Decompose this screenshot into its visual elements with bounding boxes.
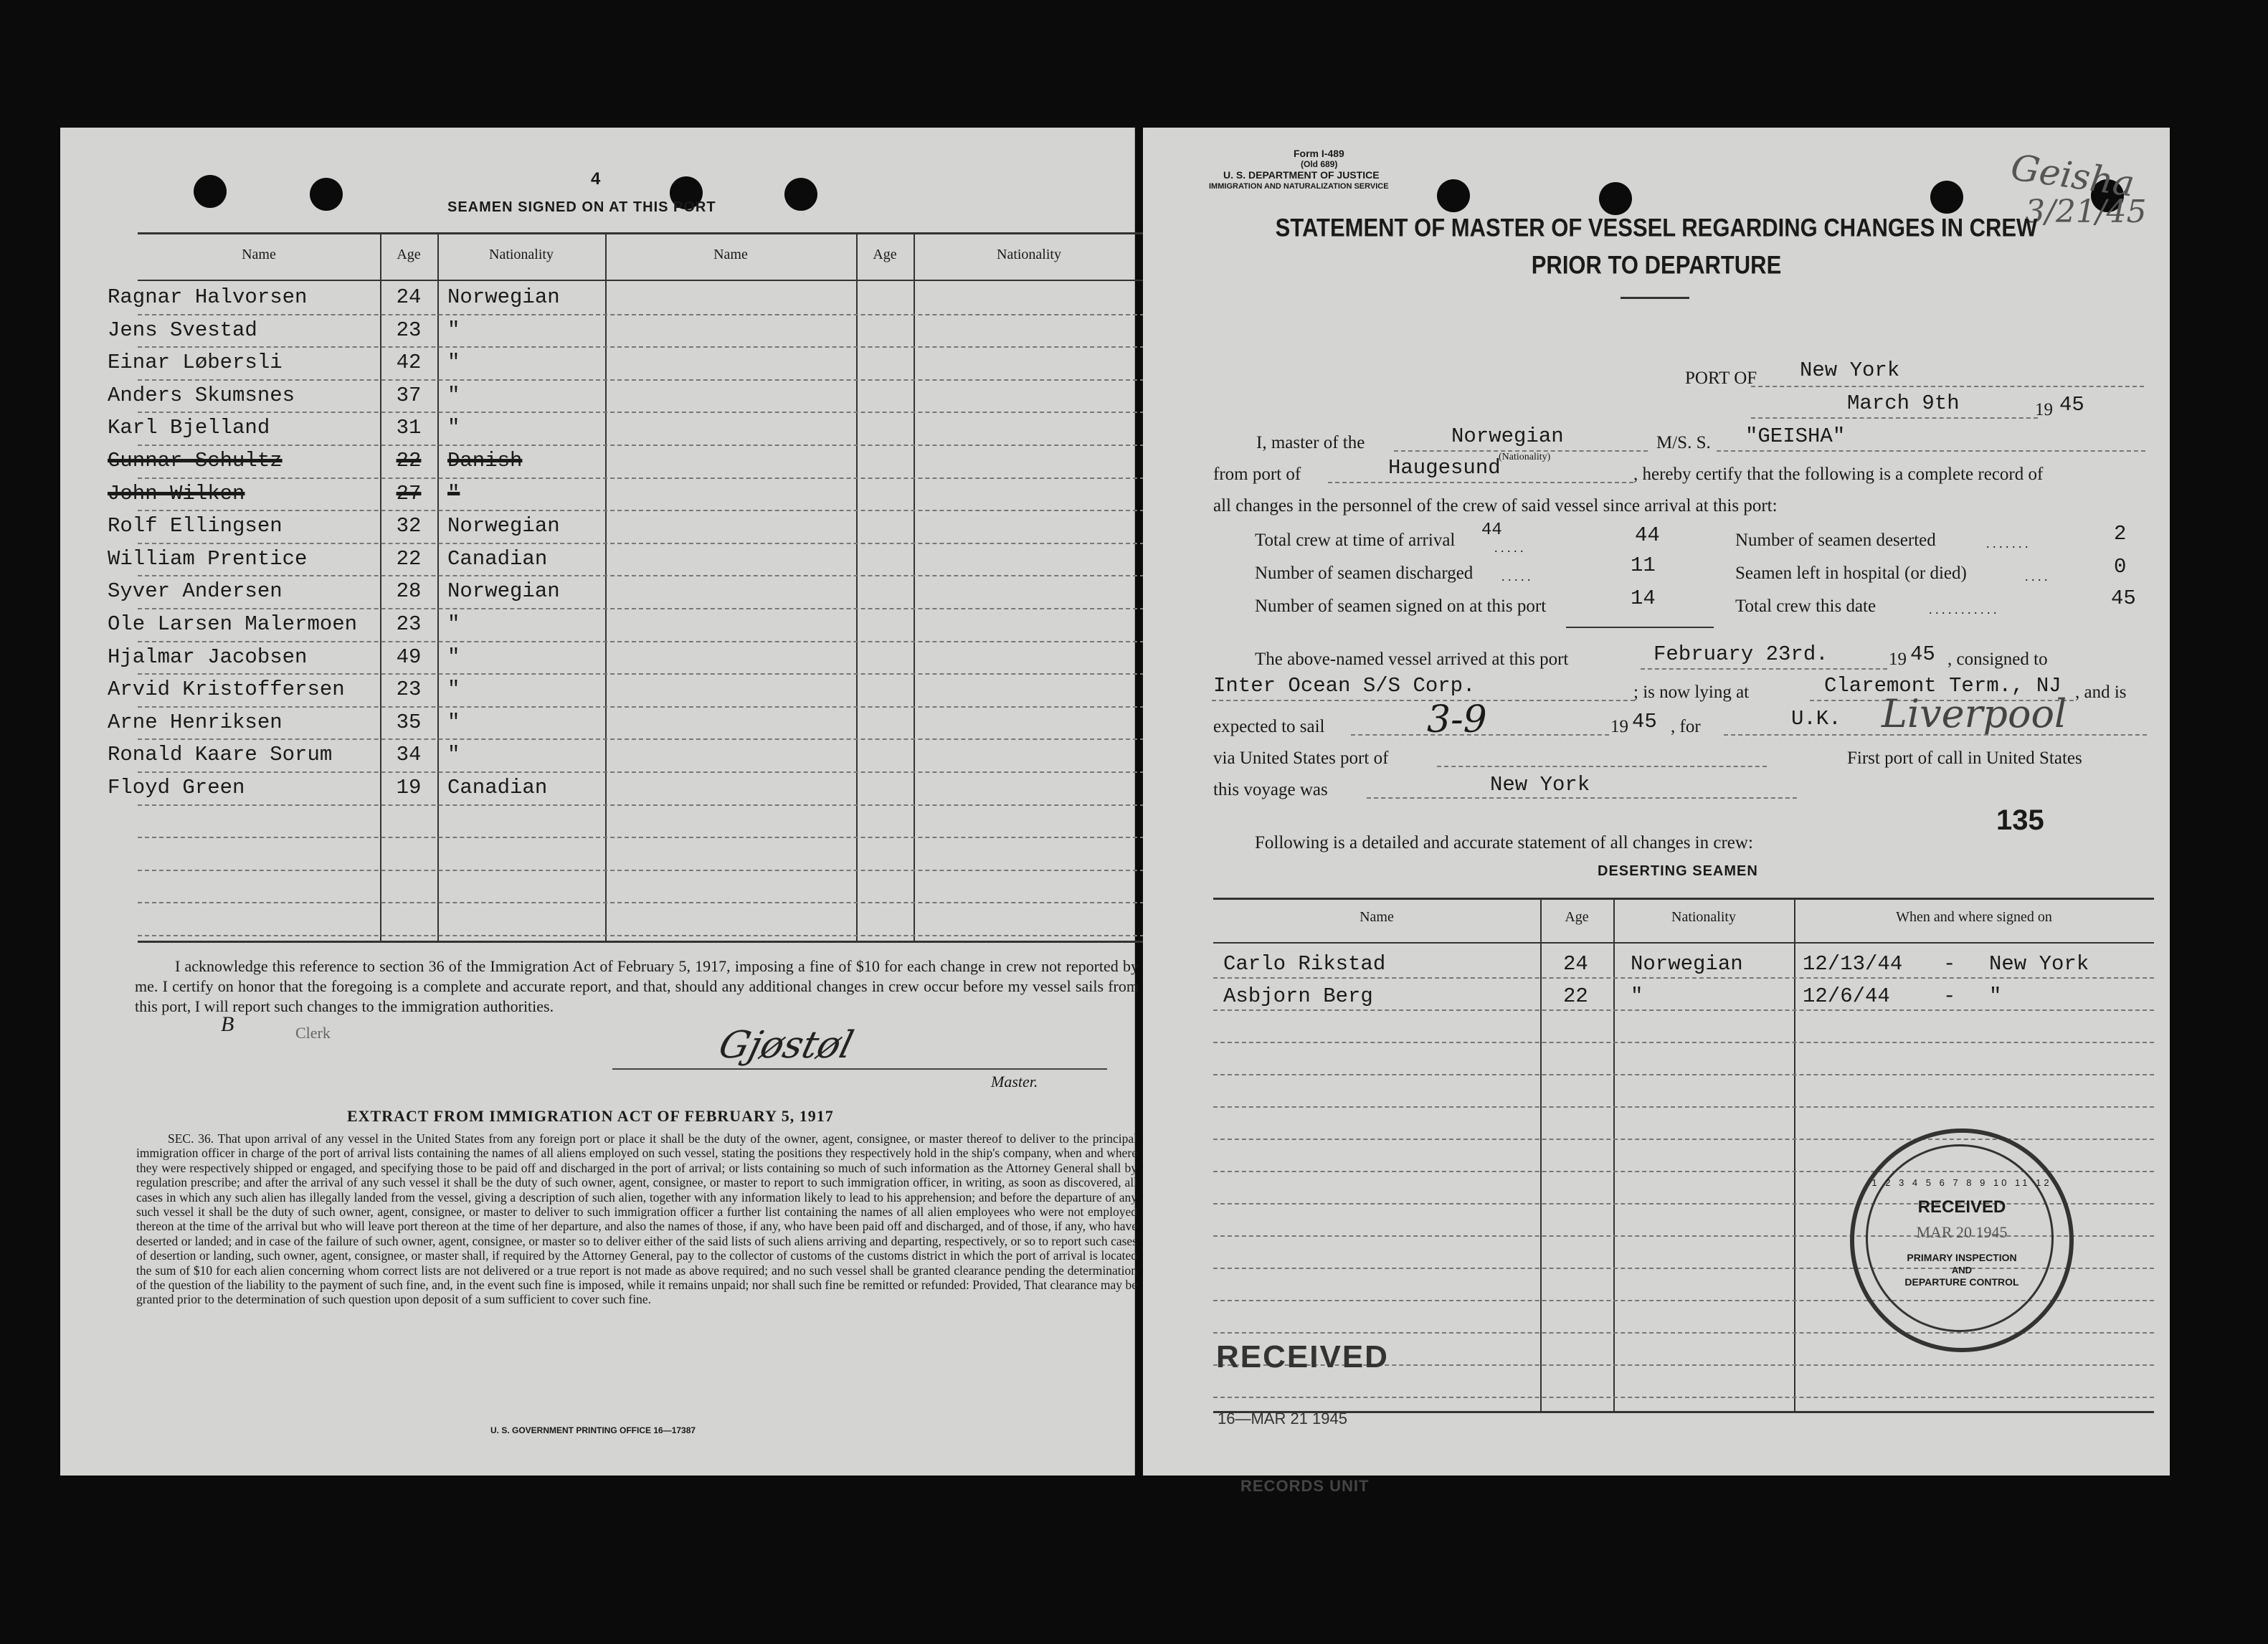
seaman-age: 28 — [396, 579, 422, 604]
form-title: STATEMENT OF MASTER OF VESSEL REGARDING CHANGES IN CREW — [1275, 213, 2038, 242]
expected-value: 3-9 — [1427, 698, 1487, 741]
col-header-age: Age — [397, 247, 421, 262]
table-row — [60, 575, 1134, 608]
total-arrival-value: 44 — [1635, 523, 1660, 547]
port-label: PORT OF — [1685, 369, 1757, 388]
deserter-age: 24 — [1563, 952, 1588, 976]
seaman-nationality: Canadian — [447, 546, 548, 571]
left-page — [60, 128, 1139, 1476]
clerk-initial: B — [221, 1012, 234, 1036]
seaman-name: Rolf Ellingsen — [108, 514, 283, 538]
seaman-age: 35 — [396, 710, 422, 734]
port-value: New York — [1800, 358, 1900, 382]
des-col-signed: When and where signed on — [1896, 909, 2052, 925]
handwritten-date-note: 3/21/45 — [2025, 194, 2147, 230]
seaman-nationality: " — [447, 645, 460, 669]
and-is-label: , and is — [2075, 683, 2127, 702]
total-date-label: Total crew this date — [1735, 597, 1876, 616]
master-of-label: I, master of the — [1256, 433, 1365, 452]
seaman-nationality: " — [447, 710, 460, 734]
deserting-title: DESERTING SEAMEN — [1598, 863, 1758, 879]
seaman-name: Floyd Green — [108, 776, 245, 799]
department-label: U. S. DEPARTMENT OF JUSTICE — [1223, 169, 1380, 181]
voyage-label: this voyage was — [1213, 780, 1328, 799]
seaman-nationality: " — [447, 383, 460, 407]
punch-hole — [310, 178, 343, 211]
discharged-value: 11 — [1631, 553, 1656, 577]
hospital-label: Seamen left in hospital (or died) — [1735, 564, 1967, 583]
seaman-nationality: Norwegian — [447, 285, 560, 309]
table-row — [60, 379, 1134, 412]
records-unit-stamp: RECORDS UNIT — [1240, 1477, 1370, 1495]
extract-title: EXTRACT FROM IMMIGRATION ACT OF FEBRUARY 5, 1917 — [347, 1107, 834, 1125]
deserted-label: Number of seamen deserted — [1735, 531, 1936, 550]
punch-hole — [1930, 181, 1963, 214]
arrived-value: February 23rd. — [1653, 642, 1828, 666]
deserter-name: Carlo Rikstad — [1223, 952, 1386, 976]
first-port-label: First port of call in United States — [1847, 749, 2082, 768]
des-col-name: Name — [1360, 909, 1394, 925]
received-stamp-date: 16—MAR 21 1945 — [1218, 1410, 1347, 1427]
seaman-age: 31 — [396, 416, 422, 440]
col-header-age-2: Age — [873, 247, 897, 262]
punch-hole — [1599, 182, 1632, 215]
total-arrival-label: Total crew at time of arrival — [1255, 531, 1456, 550]
seaman-name: Jens Svestad — [108, 318, 257, 342]
from-port-label: from port of — [1213, 465, 1301, 484]
table-row — [60, 445, 1134, 477]
seaman-age: 23 — [396, 612, 422, 636]
lying-label: ; is now lying at — [1633, 683, 1750, 702]
seaman-age: 32 — [396, 514, 422, 538]
form-old-number: (Old 689) — [1301, 159, 1338, 169]
deserter-nationality: " — [1631, 984, 1643, 1008]
changes-text: all changes in the personnel of the crew of said vessel since arrival at this port: — [1213, 496, 1778, 515]
seaman-name: Gunnar Schultz — [108, 449, 283, 472]
table-row — [60, 477, 1134, 510]
lying-at-value: Claremont Term., NJ — [1824, 674, 2061, 698]
seaman-name: Ronald Kaare Sorum — [108, 743, 333, 767]
seaman-age: 34 — [396, 743, 422, 767]
right-page: Form I-489 (Old 689) U. S. DEPARTMENT OF JUSTICE IMMIGRATION AND NATURALIZATION SERVICE Geisha 3/21/45 STATEMENT OF MASTER OF VESSEL REGARDING CHANGES IN CREW PRIOR TO DEPARTURE PORT OF New York March 9th 19 45 I, master of the Norwegian (Nationality) M/S. S. "GEISHA" from port of Haugesund , hereby certify that the following is a complete record of all changes in the personnel of the crew of said vessel since arrival at this port: Total crew at time of arrival 44 . . . . . 44 Number of seamen deserted . . . . . . . 2 Number of seamen discharged . . . . . 11 Seamen left in hospital (or died) . . . . 0 Number of seamen signed on at this port 14 Total crew this date . . . . . . . . . . . 45 The above-named vessel arrived at this port February 23rd. 19 45 , consigned to Inter Ocean S/S Corp. ; is now lying at Claremont Term., NJ , and is expected to sail 3-9 19 45 , for U.K. Liverpool via United States port of First port of call in United States this voyage was New York 135 Following is a detailed and accurate statement of all changes in crew: DESERTING SEAMEN Name Age Nationality When and where signed on Carlo Rikstad 24 Norwegian 12/13/44 - New York Asbjorn Berg 22 " 12/6/44 - " 1 2 3 4 5 6 7 8 9 10 11 12 RECEIVED MAR 20 1945 PRIMARY INSPECTION AND DEPARTURE CONTROL — [1143, 128, 2170, 1476]
seaman-age: 22 — [396, 546, 422, 571]
seaman-age: 22 — [396, 449, 422, 472]
master-signature: Gjøstøl — [714, 1024, 858, 1067]
year-prefix: 19 — [2035, 400, 2053, 419]
table-row — [60, 706, 1134, 739]
deserter-name: Asbjorn Berg — [1223, 984, 1373, 1008]
certify-text: , hereby certify that the following is a complete record of — [1633, 465, 2044, 484]
punch-hole — [1437, 179, 1470, 212]
deserter-signed-place: " — [1989, 984, 2002, 1008]
table-row — [60, 314, 1134, 347]
seamen-signed-title: SEAMEN SIGNED ON AT THIS PORT — [447, 199, 716, 215]
seaman-name: Karl Bjelland — [108, 416, 270, 440]
expected-label: expected to sail — [1213, 717, 1325, 736]
signed-on-value: 14 — [1631, 586, 1656, 610]
voyage-port-value: New York — [1490, 773, 1590, 797]
seaman-nationality: " — [447, 612, 460, 636]
deserter-age: 22 — [1563, 984, 1588, 1008]
deserter-nationality: Norwegian — [1631, 952, 1743, 976]
table-row — [60, 346, 1134, 379]
table-row — [60, 281, 1134, 314]
seaman-age: 49 — [396, 645, 422, 669]
table-row — [60, 673, 1134, 706]
punch-hole — [784, 178, 817, 211]
deserter-signed-date: 12/6/44 — [1803, 984, 1890, 1008]
received-stamp: RECEIVED — [1216, 1339, 1389, 1374]
seaman-age: 27 — [396, 481, 422, 505]
seaman-nationality: " — [447, 678, 460, 702]
seaman-name: Anders Skumsnes — [108, 383, 295, 407]
seaman-age: 24 — [396, 285, 422, 309]
col-header-name: Name — [242, 247, 276, 262]
deserter-signed-place: New York — [1989, 952, 2089, 976]
col-header-nationality-2: Nationality — [997, 247, 1061, 262]
table-row — [60, 738, 1134, 771]
following-text: Following is a detailed and accurate statement of all changes in crew: — [1255, 833, 1753, 852]
table-row — [60, 608, 1134, 641]
seaman-nationality: Canadian — [447, 776, 548, 799]
master-label: Master. — [991, 1073, 1038, 1091]
service-label: IMMIGRATION AND NATURALIZATION SERVICE — [1209, 182, 1389, 191]
nationality-caption: (Nationality) — [1499, 452, 1551, 462]
des-col-nationality: Nationality — [1671, 909, 1736, 925]
col-header-nationality: Nationality — [489, 247, 554, 262]
table-row — [60, 412, 1134, 445]
from-port-value: Haugesund — [1388, 456, 1501, 480]
seaman-nationality: " — [447, 481, 460, 505]
primary-inspection-stamp: 1 2 3 4 5 6 7 8 9 10 11 12 RECEIVED MAR 20 1945 PRIMARY INSPECTION AND DEPARTURE CONTROL — [1850, 1129, 2074, 1352]
page-number: 4 — [591, 169, 602, 189]
deserter-row: Carlo Rikstad 24 Norwegian 12/13/44 - New York — [1143, 945, 2170, 977]
consignee-value: Inter Ocean S/S Corp. — [1213, 674, 1476, 698]
seaman-name: William Prentice — [108, 546, 308, 571]
punch-hole — [194, 175, 227, 208]
seaman-nationality: Norwegian — [447, 579, 560, 604]
seaman-name: Arvid Kristoffersen — [108, 678, 345, 702]
year-value: 45 — [2059, 393, 2084, 417]
deserted-value: 2 — [2114, 522, 2127, 546]
discharged-label: Number of seamen discharged — [1255, 564, 1474, 583]
deserter-row: Asbjorn Berg 22 " 12/6/44 - " — [1143, 977, 2170, 1009]
clerk-label: Clerk — [295, 1024, 331, 1042]
seaman-nationality: " — [447, 743, 460, 767]
consigned-label: , consigned to — [1947, 650, 2048, 669]
seaman-age: 37 — [396, 383, 422, 407]
deserter-signed-date: 12/13/44 — [1803, 952, 1903, 976]
seaman-nationality: Danish — [447, 449, 523, 472]
printing-office: U. S. GOVERNMENT PRINTING OFFICE 16—17387 — [490, 1425, 696, 1435]
seaman-age: 23 — [396, 678, 422, 702]
seaman-age: 23 — [396, 318, 422, 342]
des-col-age: Age — [1565, 909, 1589, 925]
destination-value: U.K. — [1791, 707, 1841, 731]
via-label: via United States port of — [1213, 749, 1389, 768]
extract-text: SEC. 36. That upon arrival of any vessel in the United States from any foreign port or place it shall be the duty of the owner, agent, consignee, or master thereof to deliver to the principal immigration officer in charge of the port of arrival lists containing the names of all aliens employed on such vessel, stating the positions they respectively hold in the ship's company, when and where they were respectively shipped or engaged, and specifying those to be paid off and discharged in the port of arrival; or lists containing so much of such information as the Attorney General shall by regulation prescribe; and after the arrival of any such vessel it shall be the duty of such owner, agent, consignee, or master to report to such immigration officer, in writing, as soon as discovered, all cases in which any such alien has illegally landed from the vessel, giving a description of such alien, together with any information likely to lead to his apprehension; and before the departure of any such vessel it shall be the duty of such owner, agent, consignee, or master to deliver to such immigration officer a further list containing the names of all alien employees who were not employed thereon at the time of the arrival but who will leave port thereon at the time of her departure, and also the names of those, if any, who have been paid off and discharged, and of those, if any, who have deserted or landed; and in case of the failure of such owner, agent, consignee, or master so to deliver either of the said lists of such aliens arriving and departing, respectively, or so to report such cases of desertion or landing, such owner, agent, consignee, or master shall, if required by the Attorney General, pay to the collector of customs of the customs district in which the port of arrival is located the sum of $10 for each alien concerning whom correct lists are not delivered or a true report is not made as above required; and no such vessel shall be granted clearance pending the determination of the question of the liability to the payment of such fine, and, in the event such fine is imposed, while it remains unpaid; nor shall such fine be remitted or refunded: Provided, That clearance may be granted prior to the determination of such question upon deposit of a sum sufficient to cover such fine. — [136, 1131, 1137, 1307]
acknowledgement-text: I acknowledge this reference to section 36 of the Immigration Act of February 5, 1917, imposing a fine of $10 for each change in crew not reported by me. I certify on honor that the foregoing is a complete and accurate report, and that, should any additional changes in crew occur before my vessel sails from this port, I will report such changes to the immigration authorities. — [135, 957, 1139, 1015]
seaman-nationality: " — [447, 318, 460, 342]
seaman-name: John Wilken — [108, 481, 245, 505]
seaman-nationality: Norwegian — [447, 514, 560, 538]
seaman-name: Hjalmar Jacobsen — [108, 645, 308, 669]
hospital-value: 0 — [2114, 555, 2127, 579]
arrived-year: 45 — [1910, 642, 1935, 666]
form-number: Form I-489 — [1294, 148, 1344, 159]
table-row — [60, 771, 1134, 804]
seaman-name: Arne Henriksen — [108, 710, 283, 734]
stamp-number: 135 — [1996, 804, 2044, 836]
table-row — [60, 543, 1134, 576]
nationality-value: Norwegian — [1451, 424, 1564, 448]
destination-handwritten: Liverpool — [1882, 691, 2067, 736]
date-value: March 9th — [1847, 391, 1960, 415]
sail-year: 45 — [1632, 710, 1657, 733]
arrived-label: The above-named vessel arrived at this port — [1255, 650, 1569, 669]
total-date-value: 45 — [2111, 586, 2136, 610]
col-header-name-2: Name — [713, 247, 748, 262]
signed-on-label: Number of seamen signed on at this port — [1255, 597, 1547, 616]
seaman-age: 42 — [396, 351, 422, 375]
ms-label: M/S. S. — [1656, 433, 1711, 452]
seaman-name: Syver Andersen — [108, 579, 283, 604]
handwritten-vessel-note: Geisha — [2008, 146, 2137, 205]
total-arrival-struck: 44 — [1481, 521, 1502, 540]
seaman-nationality: " — [447, 351, 460, 375]
seaman-name: Ole Larsen Malermoen — [108, 612, 358, 636]
table-row — [60, 641, 1134, 674]
table-row — [60, 510, 1134, 543]
seaman-age: 19 — [396, 776, 422, 799]
seaman-name: Einar Løbersli — [108, 351, 283, 375]
seaman-name: Ragnar Halvorsen — [108, 285, 308, 309]
vessel-name: "GEISHA" — [1745, 424, 1846, 448]
form-subtitle: PRIOR TO DEPARTURE — [1531, 250, 1782, 280]
seaman-nationality: " — [447, 416, 460, 440]
for-label: , for — [1671, 717, 1701, 736]
